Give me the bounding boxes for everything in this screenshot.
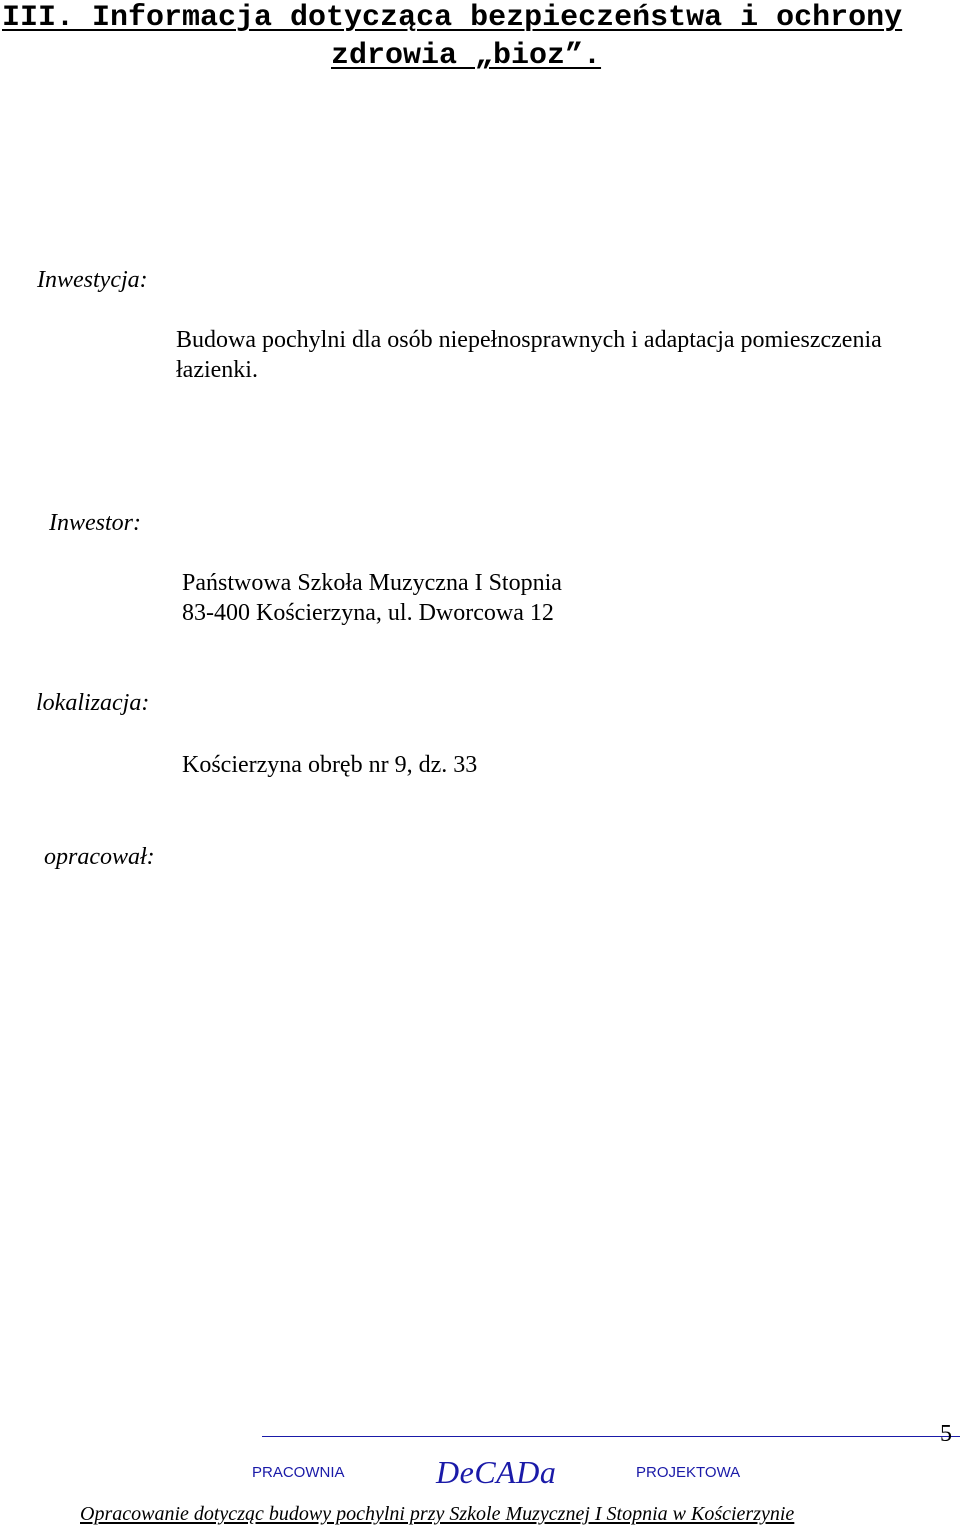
investment-value-line-1: Budowa pochylni dla osób niepełnosprawnych i adaptacja pomieszczenia	[176, 327, 882, 353]
location-value: Kościerzyna obręb nr 9, dz. 33	[182, 752, 478, 778]
prepared-by-label: opracował:	[44, 844, 155, 870]
investor-address: 83-400 Kościerzyna, ul. Dworcowa 12	[182, 600, 554, 626]
document-heading-line-1: III. Informacja dotycząca bezpieczeństwa i ochrony	[2, 1, 903, 35]
investment-label: Inwestycja:	[37, 267, 148, 293]
footer-caption: Opracowanie dotycząc budowy pochylni przy Szkole Muzycznej I Stopnia w Kościerzynie	[80, 1503, 795, 1525]
location-label: lokalizacja:	[36, 690, 150, 716]
studio-logo: DeCADa	[436, 1454, 557, 1490]
studio-name-right: PROJEKTOWA	[636, 1464, 741, 1481]
investment-value-line-2: łazienki.	[176, 357, 258, 383]
page-number: 5	[940, 1421, 952, 1447]
investor-name: Państwowa Szkoła Muzyczna I Stopnia	[182, 570, 562, 596]
footer-divider	[262, 1436, 960, 1437]
document-heading-line-2: zdrowia „bioz”.	[331, 39, 602, 73]
studio-name-left: PRACOWNIA	[252, 1464, 345, 1481]
investor-label: Inwestor:	[49, 510, 141, 536]
